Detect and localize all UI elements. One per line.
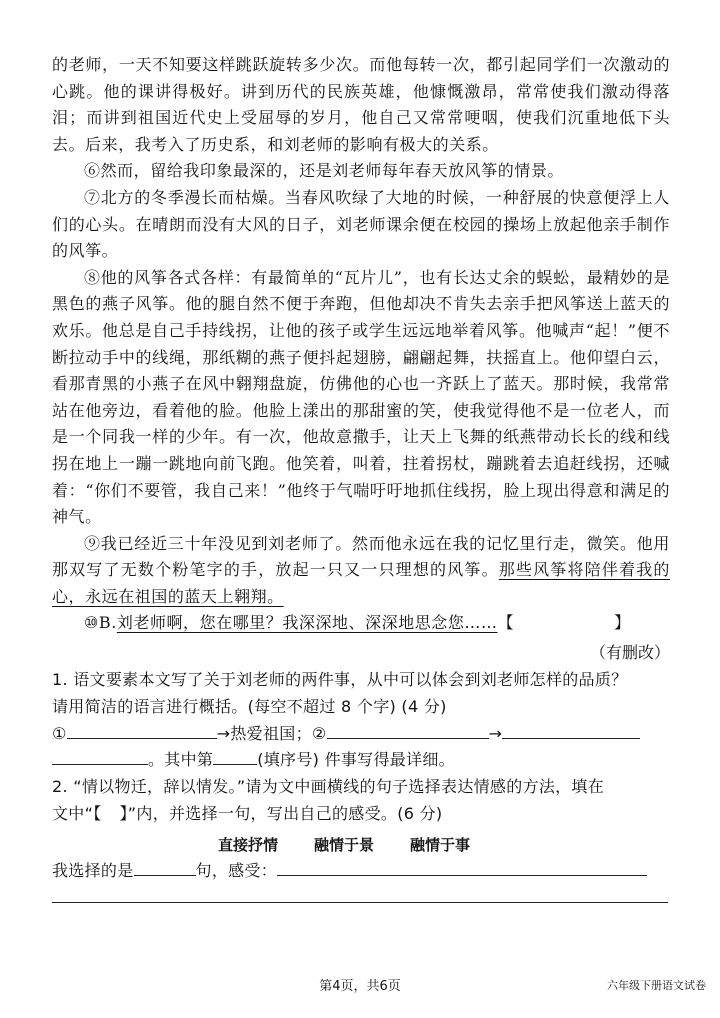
- question-1-tail-a: 。其中第: [148, 750, 214, 770]
- source-note: （有删改）: [589, 643, 670, 663]
- exam-page: [52, 52, 670, 903]
- underlined-sentence-a: 那些风筝将陪伴着我的心，永远在祖国的蓝天上翱翔。: [52, 560, 670, 606]
- question-1-blanks: [52, 721, 670, 748]
- question-2-line-1: 2. “情以物迁，辞以情发。”请为文中画横线的句子选择表达情感的方法，填在: [52, 777, 605, 797]
- question-2-line-2-b: 】”内，并选择一句，写出自己的感受。(6 分): [119, 804, 443, 824]
- paragraph-7: ⑦北方的冬季漫长而枯燥。当春风吹绿了大地的时候，一种舒展的快意便浮上人们的心头。在晴朗而没有大风的日子，刘老师课余便在校园的操场上放起他亲手制作的风筝。: [52, 187, 670, 261]
- blank-1-marker: ①: [52, 723, 67, 743]
- question-1-tail: [52, 747, 670, 774]
- answer-bracket-open: 【: [497, 613, 515, 633]
- answer-blank-2[interactable]: [327, 722, 489, 739]
- question-2-answer-line: [52, 858, 670, 885]
- answer-blank-1[interactable]: [67, 722, 217, 739]
- paragraph-10: [52, 610, 670, 637]
- paragraph-9-text: ⑨我已经近三十年没见到刘老师了。然而他永远在我的记忆里行走，微笑。他用那双写了无数个粉笔字的手，放起一只又一只理想的风筝。: [52, 533, 670, 580]
- answer-blank-3[interactable]: [502, 722, 640, 739]
- arrow-text-2: →: [488, 723, 503, 743]
- exam-title: 六年级下册语文试卷: [607, 979, 706, 992]
- answer-line-2[interactable]: [52, 901, 668, 903]
- method-direct: 直接抒情: [218, 835, 279, 854]
- emotion-methods: [52, 832, 670, 858]
- answer-bracket-close: 】: [614, 613, 631, 633]
- paragraph-6: ⑥然而，留给我印象最深的，还是刘老师每年春天放风筝的情景。: [84, 161, 564, 181]
- question-1-line-2: 请用简洁的语言进行概括。(每空不超过 8 个字) (4 分): [52, 696, 447, 716]
- paragraph-5-continued: 的老师，一天不知要这样跳跃旋转多少次。而他每转一次，都引起同学们一次激动的心跳。他的课讲得极好。讲到历代的民族英雄，他慷慨激昂，常常使我们激动得落泪；而讲到祖国近代史上受屈辱的岁月，他自己又常常哽咽，使我们沉重地低下头去。后来，我考入了历史系，和刘老师的影响有极大的关系。: [52, 55, 670, 154]
- answer-blank-sentence[interactable]: [134, 859, 196, 876]
- answer-label-a: 我选择的是: [52, 860, 134, 880]
- method-scene: 融情于景: [314, 835, 375, 854]
- question-2-line-2-a: 文中“【: [52, 804, 102, 824]
- question-2-line-2: [52, 801, 670, 828]
- paragraph-10-number: ⑩B.: [84, 613, 117, 633]
- answer-blank-4[interactable]: [52, 748, 148, 765]
- page-number: 第4页，共6页: [319, 979, 401, 994]
- answer-blank-feeling[interactable]: [277, 859, 647, 876]
- arrow-text-1: →热爱祖国；②: [216, 723, 327, 743]
- answer-label-b: 句，感受：: [195, 860, 278, 880]
- answer-blank-number[interactable]: [213, 748, 257, 765]
- question-1-tail-b: (填序号) 件事写得最详细。: [257, 750, 455, 770]
- question-1-line-1: 1. 语文要素本文写了关于刘老师的两件事，从中可以体会到刘老师怎样的品质？: [52, 670, 628, 690]
- paragraph-8: ⑧他的风筝各式各样：有最简单的“瓦片儿”，也有长达丈余的蜈蚣，最精妙的是黑色的燕子风筝。他的腿自然不便于奔跑，但他却决不肯失去亲手把风筝送上蓝天的欢乐。他总是自己手持线拐，让他的孩子或学生远远地举着风筝。他喊声“起！”便不断拉动手中的线绳，那纸糊的燕子便抖起翅膀，翩翩起舞，扶摇直上。他仰望白云，看那青黑的小燕子在风中翱翔盘旋，仿佛他的心也一齐跃上了蓝天。那时候，我常常站在他旁边，看着他的脸。他脸上漾出的那甜蜜的笑，使我觉得他不是一位老人，而是一个同我一样的少年。有一次，他故意撒手，让天上飞舞的纸燕带动长长的线和线拐在地上一蹦一跳地向前飞跑。他笑着，叫着，拄着拐杖，蹦跳着去追赶线拐，还喊着：“你们不要管，我自己来！”他终于气喘吁吁地抓住线拐，脸上现出得意和满足的神气。: [52, 267, 670, 527]
- paragraph-9: [52, 531, 670, 611]
- method-event: 融情于事: [410, 835, 471, 854]
- underlined-sentence-b: 刘老师啊，您在哪里？我深深地、深深地思念您……: [116, 613, 498, 633]
